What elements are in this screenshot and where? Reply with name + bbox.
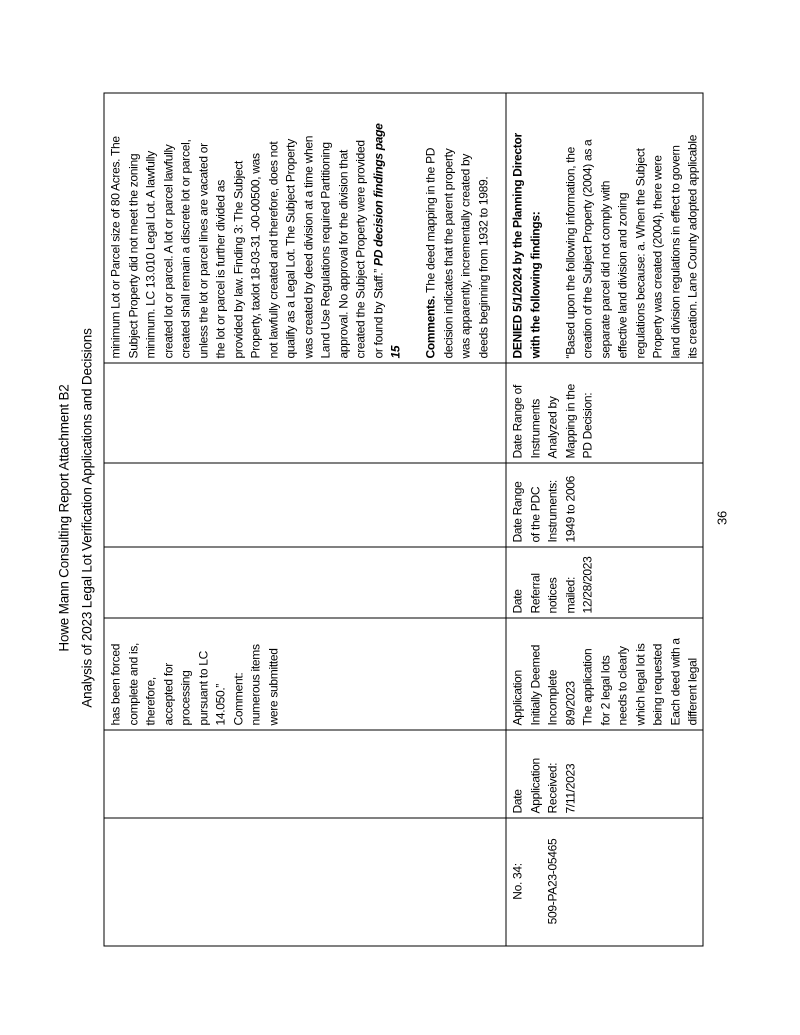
header-title-line1: Howe Mann Consulting Report Attachment B2 bbox=[56, 383, 71, 652]
cell-text-line: 15 bbox=[388, 345, 402, 358]
cell-text-line: unless the lot or parcel lines are vacated or bbox=[195, 142, 210, 358]
cell-text-line: were submitted bbox=[265, 647, 280, 725]
cell-text-line: Date Range of bbox=[510, 384, 524, 458]
cell-text-line: with the following findings: bbox=[527, 211, 542, 358]
table-cell-r1c5 bbox=[104, 463, 506, 547]
cell-text-line: separate parcel did not comply with bbox=[597, 180, 612, 358]
cell-text-line: regulations because: a. When the Subject bbox=[632, 147, 647, 358]
cell-text-line: provided by law. Finding 3: The Subject bbox=[230, 160, 245, 358]
cell-text-line: which legal lot is bbox=[632, 643, 647, 725]
cell-text-line: Application bbox=[527, 757, 542, 813]
cell-text-line: different legal bbox=[685, 657, 699, 725]
cell-text-line: 1949 to 2006 bbox=[562, 475, 577, 542]
cell-text-line: for 2 legal lots bbox=[597, 655, 612, 725]
legal-lot-table bbox=[103, 92, 703, 946]
cell-text-line: created the Subject Property were provided bbox=[353, 139, 367, 358]
cell-text-line: minimum Lot or Parcel size of 80 Acres. The bbox=[108, 135, 122, 358]
cell-text-line: land division regulations in effect to govern bbox=[667, 144, 682, 358]
cell-text-line: No. 34: bbox=[510, 862, 524, 900]
cell-text-line: being requested bbox=[650, 643, 664, 725]
cell-text-line: Analyzed by bbox=[545, 395, 559, 458]
cell-text-line: Instruments bbox=[527, 398, 542, 458]
cell-text-line: Date bbox=[510, 788, 524, 813]
table-cell-r1c7 bbox=[104, 93, 506, 363]
table-cell-r2c7 bbox=[506, 93, 703, 363]
table-cell-r2c4 bbox=[506, 547, 703, 618]
cell-text-line: “Based upon the following information, the bbox=[562, 146, 577, 358]
cell-text-line: needs to clearly bbox=[615, 645, 629, 725]
cell-text-line: Date Range bbox=[510, 480, 524, 542]
cell-text-line bbox=[527, 821, 545, 941]
cell-text-line: or found by Staff.” PD decision findings page bbox=[370, 122, 385, 358]
cell-text-line: creation of the Subject Property (2004) as a bbox=[580, 139, 594, 358]
cell-text-line: was apparently, incrementally created by bbox=[458, 153, 472, 358]
cell-text-line: The application bbox=[580, 648, 594, 725]
table-cell-r2c6 bbox=[506, 363, 703, 463]
cell-text-line: deeds beginning from 1932 to 1989. bbox=[475, 176, 490, 358]
cell-text-line: mailed: bbox=[562, 576, 577, 613]
cell-text-line: PD Decision: bbox=[580, 392, 594, 458]
cell-text-line: Land Use Regulations required Partitioning bbox=[318, 141, 332, 358]
table-row-1 bbox=[104, 93, 506, 946]
cell-text-line bbox=[405, 96, 423, 358]
cell-text-line: minimum. LC 13.010 Legal Lot. A lawfully bbox=[143, 150, 157, 358]
table-cell-r1c6 bbox=[104, 363, 506, 463]
table-cell-r1c1 bbox=[104, 818, 506, 946]
cell-text-line: Application bbox=[510, 669, 524, 725]
cell-text-line: not lawfully created and therefore, does not bbox=[265, 141, 280, 358]
table-cell-r2c5 bbox=[506, 463, 703, 547]
cell-text-line: Referral bbox=[527, 572, 542, 613]
cell-text-line bbox=[544, 96, 562, 358]
cell-text-line: has been forced bbox=[108, 643, 122, 725]
cell-text-line: 12/28/2023 bbox=[580, 555, 594, 613]
cell-text-line: 7/11/2023 bbox=[562, 763, 577, 813]
cell-text-line: notices bbox=[545, 577, 559, 613]
cell-text-line: Comments. The deed mapping in the PD bbox=[423, 147, 437, 358]
cell-text-line: qualify as a Legal Lot. The Subject Property bbox=[283, 138, 297, 358]
cell-text-line: Mapping in the bbox=[562, 383, 577, 458]
cell-text-line: Subject Property did not meet the zoning bbox=[125, 153, 140, 358]
cell-text-line: accepted for bbox=[160, 662, 175, 725]
cell-text-line: Initially Deemed bbox=[527, 644, 542, 725]
cell-text-line: complete and is, bbox=[125, 642, 140, 725]
table-cell-r2c2 bbox=[506, 730, 703, 818]
table-row-2 bbox=[506, 93, 703, 946]
table-cell-r2c1 bbox=[506, 818, 703, 946]
header-title-line2: Analysis of 2023 Legal Lot Verification Applications and Decisions bbox=[79, 327, 94, 708]
cell-text-line: of the PDC bbox=[527, 486, 542, 542]
cell-text-line: created lot or parcel. A lot or parcel lawfully bbox=[160, 143, 175, 358]
table-cell-r1c2 bbox=[104, 730, 506, 818]
cell-text-line: Received: bbox=[545, 762, 559, 813]
cell-text-line: the lot or parcel is further divided as bbox=[213, 179, 227, 358]
cell-text-line: processing bbox=[178, 669, 192, 725]
page-number: 36 bbox=[714, 510, 729, 525]
cell-text-line: was created by deed division at a time when bbox=[300, 135, 315, 358]
cell-text-line: 8/9/2023 bbox=[562, 680, 577, 725]
document-header bbox=[52, 0, 98, 1035]
cell-text-line: pursuant to LC bbox=[195, 650, 210, 725]
cell-text-line: 509-PA23-05465 bbox=[545, 838, 559, 924]
cell-text-line: numerous items bbox=[248, 643, 262, 725]
cell-text-line: DENIED 5/1/2024 by the Planning Director bbox=[510, 132, 524, 358]
cell-text-line: its creation. Lane County adopted applicable bbox=[685, 134, 699, 358]
cell-text-line: Instruments: bbox=[545, 479, 559, 542]
cell-text-line: decision indicates that the parent property bbox=[440, 148, 455, 358]
legal-lot-table-body bbox=[104, 93, 703, 946]
table-cell-r1c4 bbox=[104, 547, 506, 618]
table-cell-r1c3 bbox=[104, 618, 506, 730]
cell-text-line: Property, taxlot 18-03-31 -00-00500, was bbox=[248, 152, 262, 358]
cell-text-line: effective land division and zoning bbox=[615, 192, 629, 358]
cell-text-line: 14.050.” bbox=[213, 683, 227, 725]
cell-text-line: approval. No approval for the division that bbox=[335, 149, 350, 358]
cell-text-line: Incomplete bbox=[545, 669, 559, 725]
cell-text-line: Each deed with a bbox=[667, 637, 682, 725]
cell-text-line: therefore, bbox=[143, 676, 157, 725]
table-cell-r2c3 bbox=[506, 618, 703, 730]
cell-text-line: Property was created (2004), there were bbox=[650, 154, 664, 358]
cell-text-line: created shall remain a discrete lot or parcel, bbox=[178, 139, 192, 358]
cell-text-line: Date bbox=[510, 588, 524, 613]
cell-text-line: Comment: bbox=[230, 672, 245, 725]
